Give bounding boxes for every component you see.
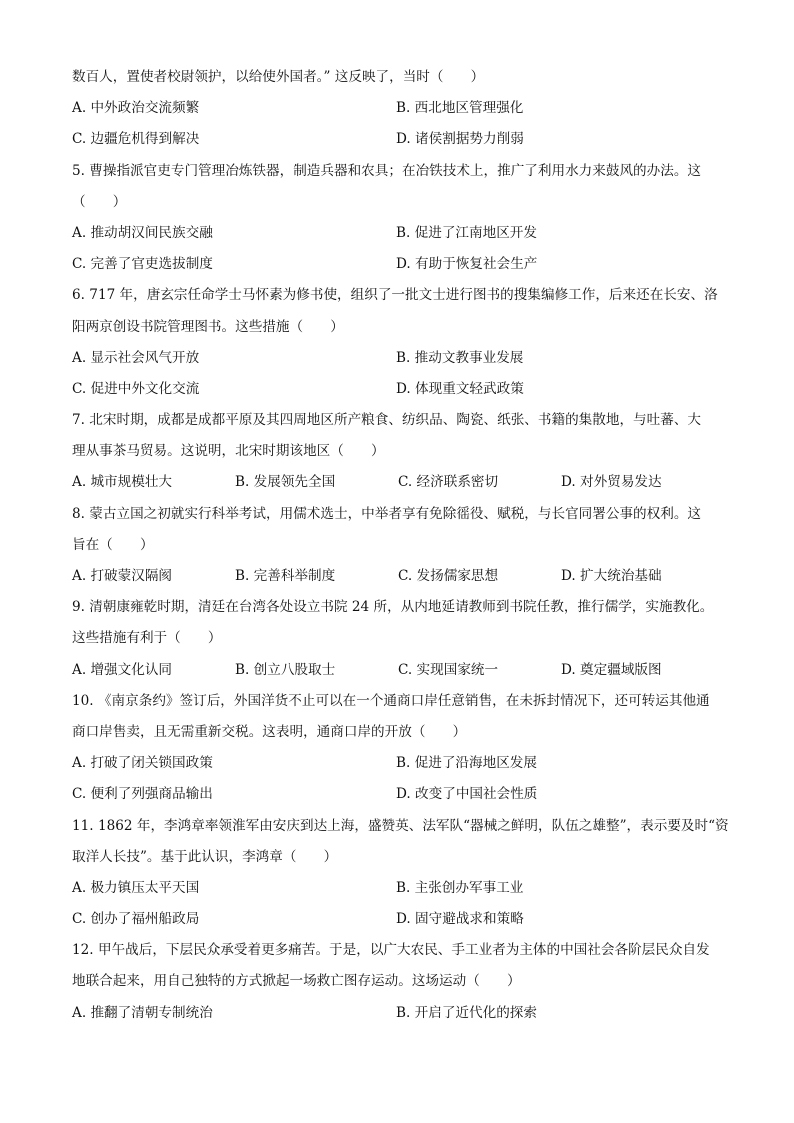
q7-option-c[interactable]: C. 经济联系密切 [398,474,499,491]
q11-option-c[interactable]: C. 创办了福州船政局 [72,911,200,928]
q12-stem-line-2: 地联合起来，用自己独特的方式掀起一场救亡图存运动。这场运动（ ） [72,973,521,990]
q4-option-d[interactable]: D. 诸侯割据势力削弱 [396,131,524,148]
q8-stem-line-1: 8. 蒙古立国之初就实行科举考试，用儒术选士，中举者享有免除徭役、赋税，与长官同署公事的权利。这 [72,505,702,522]
q5-stem-line-1: 5. 曹操指派官吏专门管理冶炼铁器，制造兵器和农具；在冶铁技术上，推广了利用水力来鼓风的办法。这 [72,162,702,179]
q6-stem-line-2: 阳两京创设书院管理图书。这些措施（ ） [72,318,344,335]
q5-options-row-1 [72,218,730,249]
q8-option-d[interactable]: D. 扩大统治基础 [561,568,662,584]
q9-option-d[interactable]: D. 奠定疆域版图 [561,661,662,678]
q9-options-row [72,655,730,686]
q9-stem-line-2: 这些措施有利于（ ） [72,630,222,647]
q9-option-a[interactable]: A. 增强文化认同 [72,661,173,678]
q10-stem-line-2: 商口岸售卖，且无需重新交税。这表明，通商口岸的开放（ ） [72,723,467,740]
q8-option-b[interactable]: B. 完善科举制度 [235,568,336,584]
q12-stem-line-1: 12. 甲午战后，下层民众承受着更多痛苦。于是，以广大农民、手工业者为主体的中国社会各阶层民众自发 [72,942,710,959]
question-list [72,62,730,1029]
q5-stem-line-2: （ ） [72,193,127,210]
q11-options-row-1 [72,873,730,904]
q9-option-b[interactable]: B. 创立八股取士 [235,661,336,678]
q6-options-row-1 [72,343,730,374]
q5-options-row-2 [72,249,730,280]
q10-option-c[interactable]: C. 便利了列强商品输出 [72,786,213,803]
q6-option-c[interactable]: C. 促进中外文化交流 [72,380,200,397]
q10-options-row-2 [72,779,730,810]
q8-option-a[interactable]: A. 打破蒙汉隔阂 [72,568,173,584]
q5-option-b[interactable]: B. 促进了江南地区开发 [396,224,537,241]
q4-option-b[interactable]: B. 西北地区管理强化 [396,100,524,117]
q11-stem-line-1: 11. 1862 年，李鸿章率领淮军由安庆到达上海，盛赞英、法军队“器械之鲜明，队伍之雄整”，表示要及时“资 [72,817,729,834]
q11-option-d[interactable]: D. 固守避战求和策略 [396,911,524,928]
q4-option-c[interactable]: C. 边疆危机得到解决 [72,131,200,148]
q8-options-row [72,561,730,592]
q7-option-b[interactable]: B. 发展领先全国 [235,474,336,491]
q6-option-d[interactable]: D. 体现重文轻武政策 [396,380,524,397]
q7-options-row [72,467,730,498]
q8-stem-line-2: 旨在（ ） [72,536,154,553]
q7-stem-line-1: 7. 北宋时期，成都是成都平原及其四周地区所产粮食、纺织品、陶瓷、纸张、书籍的集散地，与吐蕃、大 [72,412,702,429]
q11-options-row-2 [72,904,730,935]
q6-options-row-2 [72,374,730,405]
q4-stem-line-1: 数百人，置使者校尉领护，以给使外国者。” 这反映了，当时（ ） [72,69,485,85]
q5-option-a[interactable]: A. 推动胡汉间民族交融 [72,224,213,241]
q10-options-row-1 [72,748,730,779]
q5-option-c[interactable]: C. 完善了官吏选拔制度 [72,256,213,273]
q6-option-a[interactable]: A. 显示社会风气开放 [72,349,200,366]
q11-stem-line-2: 取洋人长技”。基于此认识，李鸿章（ ） [72,848,338,865]
q10-option-d[interactable]: D. 改变了中国社会性质 [396,786,538,803]
q6-stem-line-1: 6. 717 年，唐玄宗任命学士马怀素为修书使，组织了一批文士进行图书的搜集编修工作，后来还在长安、洛 [72,287,718,304]
q4-option-a[interactable]: A. 中外政治交流频繁 [72,100,200,117]
q7-stem-line-2: 理从事茶马贸易。这说明，北宋时期该地区（ ） [72,443,385,460]
q6-option-b[interactable]: B. 推动文教事业发展 [396,349,524,366]
q9-option-c[interactable]: C. 实现国家统一 [398,661,499,678]
q10-option-b[interactable]: B. 促进了沿海地区发展 [396,755,537,772]
q12-options-row-1 [72,998,730,1029]
q11-option-b[interactable]: B. 主张创办军事工业 [396,879,524,896]
q7-option-d[interactable]: D. 对外贸易发达 [561,474,662,491]
q10-option-a[interactable]: A. 打破了闭关锁国政策 [72,755,213,772]
q11-option-a[interactable]: A. 极力镇压太平天国 [72,879,200,896]
q12-option-a[interactable]: A. 推翻了清朝专制统治 [72,1004,213,1021]
q4-options-row-2 [72,124,730,155]
q5-option-d[interactable]: D. 有助于恢复社会生产 [396,256,538,273]
q9-stem-line-1: 9. 清朝康雍乾时期，清廷在台湾各处设立书院 24 所，从内地延请教师到书院任教，推行儒学，实施教化。 [72,599,714,616]
q10-stem-line-1: 10. 《南京条约》签订后，外国洋货不止可以在一个通商口岸任意销售，在未拆封情况下，还可转运其他通 [72,692,710,709]
q12-option-b[interactable]: B. 开启了近代化的探索 [396,1004,537,1021]
q7-option-a[interactable]: A. 城市规模壮大 [72,474,173,491]
q8-option-c[interactable]: C. 发扬儒家思想 [398,568,499,584]
q4-options-row-1 [72,93,730,124]
